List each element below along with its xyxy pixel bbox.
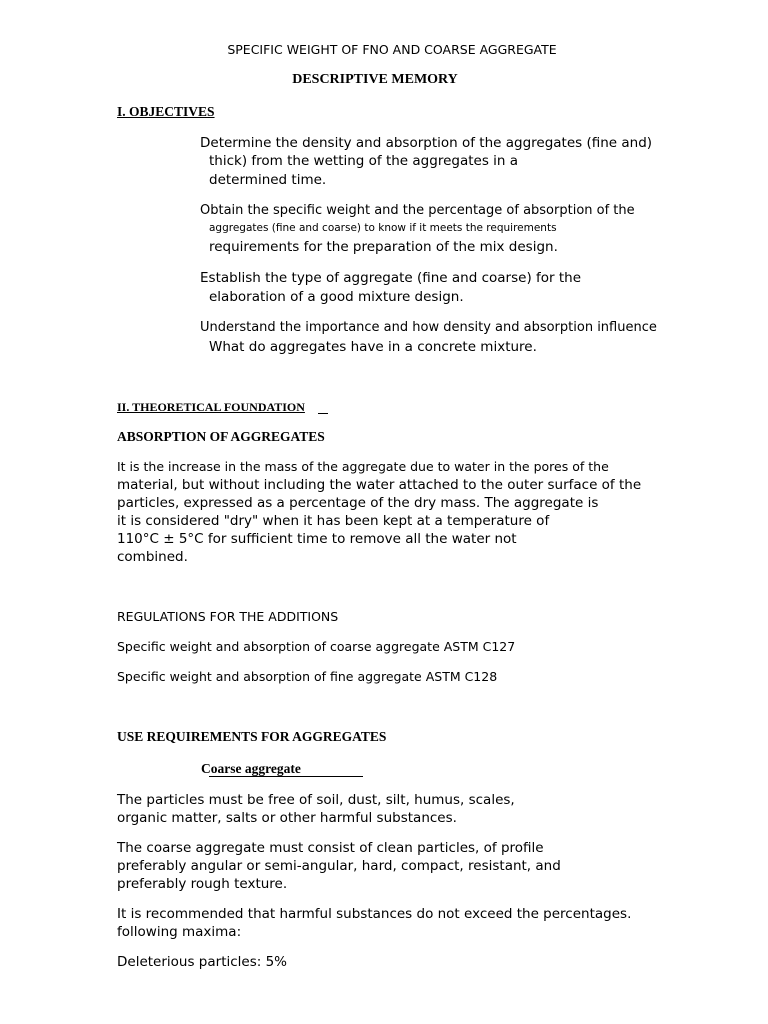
absorption-paragraph-line-5: 110°C ± 5°C for sufficient time to remove all the water not	[117, 531, 517, 547]
absorption-heading: ABSORPTION OF AGGREGATES	[117, 429, 325, 444]
absorption-paragraph-line-1: It is the increase in the mass of the aggregate due to water in the pores of the	[117, 459, 609, 474]
descriptive-memory-heading: DESCRIPTIVE MEMORY	[292, 72, 458, 87]
objective-1-line-3: determined time.	[209, 172, 327, 188]
heading-underline-extension	[318, 413, 328, 414]
objectives-heading: I. OBJECTIVES	[117, 104, 215, 119]
regulations-heading: REGULATIONS FOR THE ADDITIONS	[117, 609, 339, 624]
coarse-para-2-line-2: preferably angular or semi-angular, hard, compact, resistant, and	[117, 858, 561, 874]
objective-2-line-2: aggregates (fine and coarse) to know if it meets the requirements	[209, 222, 557, 234]
objective-1-line-2: thick) from the wetting of the aggregates in a	[209, 153, 519, 169]
use-requirements-heading: USE REQUIREMENTS FOR AGGREGATES	[117, 729, 387, 744]
absorption-paragraph-line-6: combined.	[117, 549, 188, 565]
coarse-para-1-line-1: The particles must be free of soil, dust, silt, humus, scales,	[117, 792, 515, 808]
objective-2-line-1: Obtain the specific weight and the percentage of absorption of the	[200, 203, 635, 218]
absorption-paragraph-line-4: it is considered "dry" when it has been kept at a temperature of	[117, 513, 550, 529]
document-title: SPECIFIC WEIGHT OF FNO AND COARSE AGGREGATE	[227, 42, 557, 57]
absorption-paragraph-line-2: material, but without including the water attached to the outer surface of the	[117, 477, 642, 493]
coarse-para-2-line-3: preferably rough texture.	[117, 876, 288, 892]
regulation-item: Specific weight and absorption of coarse aggregate ASTM C127	[117, 639, 516, 654]
coarse-aggregate-underline	[209, 776, 363, 777]
deleterious-particles-line: Deleterious particles: 5%	[117, 954, 288, 970]
objective-3-line-1: Establish the type of aggregate (fine and coarse) for the	[200, 270, 582, 286]
coarse-para-3-line-2: following maxima:	[117, 924, 242, 940]
absorption-paragraph-line-3: particles, expressed as a percentage of the dry mass. The aggregate is	[117, 495, 599, 511]
objective-2-line-3: requirements for the preparation of the mix design.	[209, 239, 558, 255]
theoretical-foundation-heading: II. THEORETICAL FOUNDATION	[117, 400, 305, 414]
objective-4-line-2: What do aggregates have in a concrete mixture.	[209, 339, 537, 355]
objective-3-line-2: elaboration of a good mixture design.	[209, 289, 464, 305]
coarse-aggregate-heading: Coarse aggregate	[201, 761, 301, 776]
coarse-para-3-line-1: It is recommended that harmful substances do not exceed the percentages.	[117, 906, 632, 922]
objective-1-line-1: Determine the density and absorption of the aggregates (fine and)	[200, 135, 653, 151]
coarse-para-1-line-2: organic matter, salts or other harmful substances.	[117, 810, 457, 826]
objective-4-line-1: Understand the importance and how density and absorption influence	[200, 320, 657, 335]
regulation-item: Specific weight and absorption of fine aggregate ASTM C128	[117, 669, 498, 684]
coarse-para-2-line-1: The coarse aggregate must consist of clean particles, of profile	[117, 840, 544, 856]
